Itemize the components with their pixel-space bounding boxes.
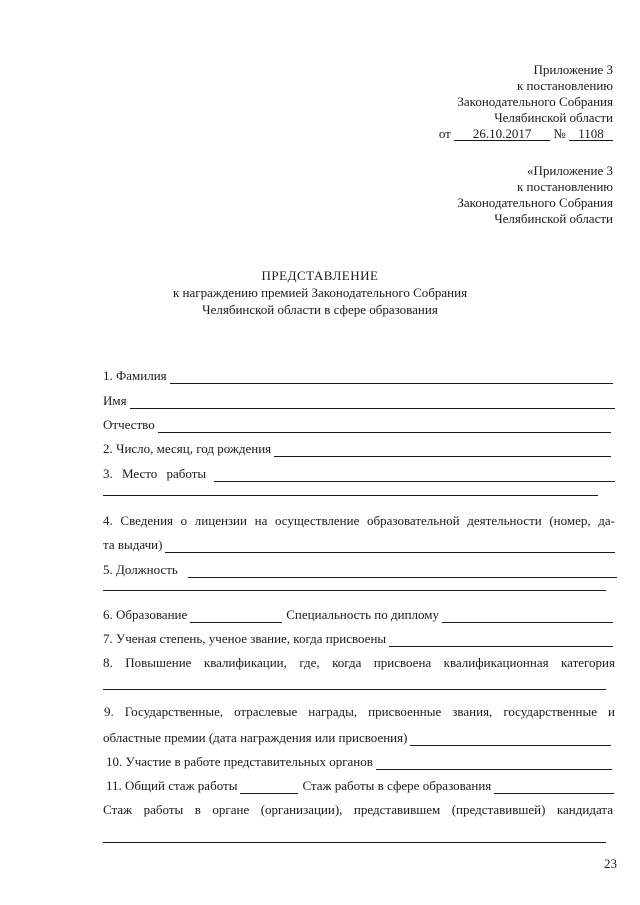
header-line: к постановлению xyxy=(516,179,613,194)
field-education xyxy=(103,607,613,623)
field-surname xyxy=(103,368,613,384)
field-license-line-1: 4. Сведения о лицензии на осуществление образовательной деятельности (номер, да- xyxy=(103,513,615,528)
field-label: 10. Участие в работе представительных органов xyxy=(106,754,373,769)
field-workplace xyxy=(103,466,615,482)
field-organization-experience: Стаж работы в органе (организации), представившем (представившей) кандидата xyxy=(103,802,613,817)
patronymic-blank[interactable] xyxy=(158,420,611,433)
field-label: Имя xyxy=(103,393,127,408)
field-label: областные премии (дата награждения или присвоения) xyxy=(103,730,408,745)
organization-experience-blank-line[interactable] xyxy=(103,842,606,843)
field-work-experience xyxy=(106,778,614,794)
field-label: Отчество xyxy=(103,417,155,432)
date-prefix: от xyxy=(438,126,451,141)
workplace-blank[interactable] xyxy=(214,469,615,482)
header-line: Приложение 3 xyxy=(533,62,613,77)
header-current-attachment xyxy=(439,62,613,142)
field-label: 2. Число, месяц, год рождения xyxy=(103,441,272,456)
field-degree xyxy=(103,631,613,647)
field-label: 1. Фамилия xyxy=(103,368,167,383)
awards-blank[interactable] xyxy=(410,733,611,746)
header-line: к постановлению xyxy=(516,78,613,93)
specialty-blank[interactable] xyxy=(442,610,613,623)
license-blank[interactable] xyxy=(165,540,615,553)
position-blank[interactable] xyxy=(188,565,617,578)
header-line: Челябинской области xyxy=(494,110,613,125)
header-original-attachment xyxy=(457,163,613,227)
field-label: Специальность по диплому xyxy=(286,607,439,622)
total-experience-blank[interactable] xyxy=(240,781,298,794)
field-awards-line-1: 9. Государственные, отраслевые награды, присвоенные звания, государственные и xyxy=(104,704,615,719)
education-experience-blank[interactable] xyxy=(494,781,614,794)
qualification-blank-line[interactable] xyxy=(103,689,606,690)
field-label: 3. Место работы xyxy=(103,466,207,481)
field-qualification: 8. Повышение квалификации, где, когда присвоена квалификационная категория xyxy=(103,655,615,670)
title-main: ПРЕДСТАВЛЕНИЕ xyxy=(261,268,379,283)
degree-blank[interactable] xyxy=(389,634,613,647)
workplace-blank-line-2[interactable] xyxy=(103,495,598,496)
field-patronymic xyxy=(103,417,611,433)
field-label: 7. Ученая степень, ученое звание, когда присвоены xyxy=(103,631,387,646)
position-blank-line-2[interactable] xyxy=(103,590,606,591)
header-line: Законодательного Собрания xyxy=(457,195,613,210)
resolution-number: 1108 xyxy=(569,127,613,141)
header-line: «Приложение 3 xyxy=(526,163,613,178)
field-awards-line-2 xyxy=(103,730,611,746)
title-subtitle: к награждению премией Законодательного Собрания xyxy=(172,285,468,300)
number-prefix: № xyxy=(553,126,566,141)
resolution-date-line xyxy=(439,126,613,142)
name-blank[interactable] xyxy=(130,396,615,409)
representative-bodies-blank[interactable] xyxy=(376,757,612,770)
surname-blank[interactable] xyxy=(170,371,613,384)
field-representative-bodies xyxy=(106,754,612,770)
field-label: 11. Общий стаж работы xyxy=(106,778,238,793)
field-label: 5. Должность xyxy=(103,562,178,577)
document-title xyxy=(0,267,640,318)
field-label: 6. Образование xyxy=(103,607,188,622)
field-label: Стаж работы в сфере образования xyxy=(302,778,492,793)
field-position xyxy=(103,562,617,578)
page-number: 23 xyxy=(604,856,617,871)
header-line: Челябинской области xyxy=(494,211,613,226)
birthdate-blank[interactable] xyxy=(274,444,611,457)
field-birthdate xyxy=(103,441,611,457)
title-subtitle: Челябинской области в сфере образования xyxy=(202,302,438,317)
field-license-line-2 xyxy=(103,537,615,553)
header-line: Законодательного Собрания xyxy=(457,94,613,109)
education-blank[interactable] xyxy=(190,610,282,623)
field-label: та выдачи) xyxy=(103,537,163,552)
resolution-date: 26.10.2017 xyxy=(454,127,550,141)
field-name xyxy=(103,393,615,409)
